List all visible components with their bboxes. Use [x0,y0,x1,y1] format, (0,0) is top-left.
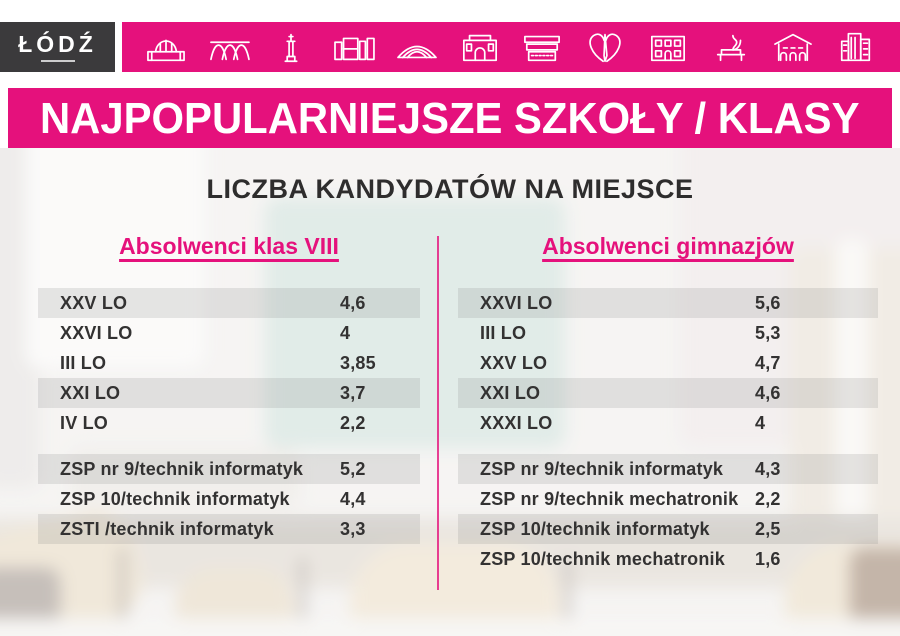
lo-section-left [38,288,420,438]
monument-icon [268,28,314,66]
table-row [38,514,420,544]
modern-buildings-icon [331,28,377,66]
table-row [458,408,878,438]
school-label: ZSP nr 9/technik informatyk [60,458,304,479]
table-row [458,318,878,348]
lodz-logo-text: ŁÓDŹ [18,30,97,57]
ratio-value: 2,2 [340,412,366,433]
ratio-value: 4,3 [755,458,781,479]
table-row [38,408,420,438]
page-title: LICZBA KANDYDATÓW NA MIEJSCE [206,174,694,204]
school-label: XXV LO [60,292,128,313]
school-label: XXVI LO [480,292,553,313]
technik-section-right [458,454,878,574]
table-row [38,378,420,408]
table-row [38,348,420,378]
banner [8,88,892,148]
ratio-value: 3,85 [340,352,376,373]
ratio-value: 5,6 [755,292,781,313]
arena-icon [394,28,440,66]
ratio-value: 4,4 [340,488,366,509]
ratio-value: 4 [340,322,351,343]
table-row [458,348,878,378]
table-row [458,378,878,408]
ratio-value: 4,6 [340,292,366,313]
school-label: ZSP 10/technik mechatronik [480,548,725,569]
ratio-value: 4,7 [755,352,781,373]
ratio-value: 4 [755,412,766,433]
manor-house-icon [770,28,816,66]
table-row [458,288,878,318]
table-row [38,318,420,348]
school-label: ZSTI /technik informatyk [60,518,274,539]
school-label: ZSP nr 9/technik mechatronik [480,488,739,509]
table-row [38,484,420,514]
school-label: ZSP 10/technik informatyk [480,518,710,539]
canopy-icon [206,28,252,66]
ratio-value: 1,6 [755,548,781,569]
school-label: XXI LO [480,382,541,403]
table-row [38,454,420,484]
lo-section-right [458,288,878,438]
ratio-value: 5,3 [755,322,781,343]
column-gimnazja [458,233,878,574]
table-row [38,288,420,318]
lodz-logo-caption [41,60,75,62]
banner-title: NAJPOPULARNIEJSZE SZKOŁY / KLASY [40,93,860,142]
ratio-value: 5,2 [340,458,366,479]
station-icon [143,28,189,66]
technik-section-left [38,454,420,544]
ratio-value: 3,3 [340,518,366,539]
ratio-value: 2,2 [755,488,781,509]
tower-block-icon [833,28,879,66]
school-label: IV LO [60,412,109,433]
school-label: III LO [60,352,107,373]
column-header-gimnazja: Absolwenci gimnazjów [542,233,794,259]
school-label: ZSP 10/technik informatyk [60,488,290,509]
table-row [458,544,878,574]
terraced-building-icon [519,28,565,66]
ratio-value: 2,5 [755,518,781,539]
column-divider [437,236,439,590]
ratio-value: 3,7 [340,382,366,403]
table-row [458,454,878,484]
ratio-value: 4,6 [755,382,781,403]
heart-monument-icon [582,28,628,66]
column-header-klas-viii: Absolwenci klas VIII [119,233,339,259]
piano-monument-icon [708,28,754,66]
column-klas-viii [38,233,420,544]
classical-palace-icon [645,28,691,66]
school-label: ZSP nr 9/technik informatyk [480,458,724,479]
school-label: III LO [480,322,527,343]
school-label: XXXI LO [480,412,553,433]
table-row [458,484,878,514]
palace-gate-icon [457,28,503,66]
lodz-logo [0,22,115,72]
school-label: XXI LO [60,382,121,403]
school-label: XXVI LO [60,322,133,343]
school-label: XXV LO [480,352,548,373]
content-area [8,148,892,636]
landmark-icon-bar [122,22,900,72]
table-row [458,514,878,544]
